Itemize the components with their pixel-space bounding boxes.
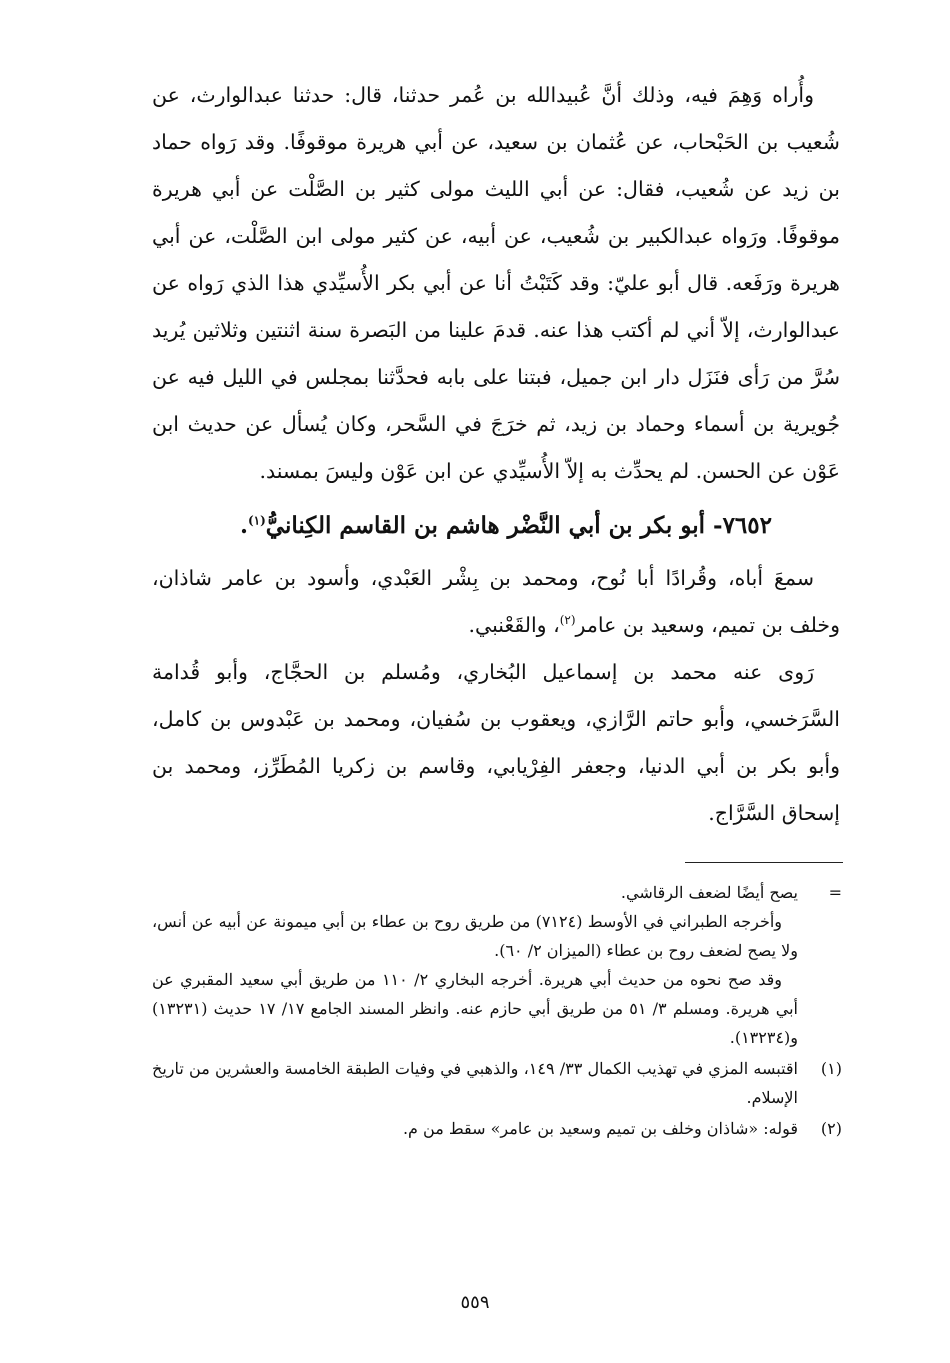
paragraph-3: رَوى عنه محمد بن إسماعيل البُخاري، ومُسلم بن الحجَّاج، وأبو قُدامة السَّرَخسي، وأبو حاتم الرَّازي، ويعقوب بن سُفيان، ومحمد بن عَبْدوس بن كامل، وأبو بكر بن أبي الدنيا، وجعفر الفِرْيابي، وقاسم بن زكريا المُطَرِّز، ومحمد بن إسحاق السَّرَّاج. [152,660,840,825]
footnote-ref-1[interactable]: (١) [247,513,266,528]
footnote-1 [152,1054,842,1112]
paragraph-2-text-b: ، والقَعْنبي. [468,613,560,637]
footnotes [152,878,842,1145]
footnote-2 [152,1114,842,1143]
footnote-2-marker: (٢) [820,1119,842,1138]
footnote-separator [685,862,843,863]
footnote-1-text: اقتبسه المزي في تهذيب الكمال ٣٣/ ١٤٩، والذهبي في وفيات الطبقة الخامسة والعشرين من تاريخ الإسلام. [152,1059,798,1107]
paragraph-2 [152,555,840,649]
footnote-ref-2[interactable]: (٢) [559,613,576,628]
footnote-continued-line-1: يصح أيضًا لضعف الرقاشي. [620,883,798,902]
footnote-continued-line-3: وقد صح نحوه من حديث أبي هريرة. أخرجه البخاري ٢/ ١١٠ من طريق أبي سعيد المقبري عن أبي هريرة. ومسلم ٣/ ٥١ من طريق أبي حازم عنه. وانظر المسند الجامع ١٧/ ١٧ حديث (١٣٢٣١) و(١٣٢٣٤). [152,970,798,1047]
footnote-2-text: قوله: «شاذان وخلف بن تميم وسعيد بن عامر» سقط من م. [402,1119,798,1138]
footnote-continued-marker: = [828,883,842,902]
footnote-continued [152,878,842,1052]
footnote-continued-line-2: وأخرجه الطبراني في الأوسط (٧١٢٤) من طريق روح بن عطاء بن أبي ميمونة عن أبيه عن أنس، ولا يصح لضعف روح بن عطاء (الميزان ٢/ ٦٠). [152,912,798,960]
footnote-1-marker: (١) [820,1059,842,1078]
page-number: ٥٥٩ [460,1292,490,1313]
paragraph-2-text-a: سمعَ أباه، وقُرادًا أبا نُوح، ومحمد بن بِشْر العَبْدي، وأسود بن عامر شاذان، وخلف بن تميم، وسعيد بن عامر [152,566,840,637]
paragraph-1: وأُراه وَهِمَ فيه، وذلك أنَّ عُبيدالله بن عُمر حدثنا، قال: حدثنا عبدالوارث، عن شُعيب بن الحَبْحاب، عن عُثمان بن سعيد، عن أبي هريرة موقوفًا. وقد رَواه حماد بن زيد عن شُعيب، فقال: عن أبي الليث مولى كثير بن الصَّلْت عن أبي هريرة موقوفًا. ورَواه عبدالكبير بن شُعيب، عن أبيه، عن كثير مولى ابن الصَّلْت، عن أبي هريرة ورَفَعه. قال أبو عليّ: وقد كَتَبْتُ أنا عن أبي بكر الأُسيِّدي هذا الذي رَواه عن عبدالوارث، إلاّ أني لم أكتب هذا عنه. قدمَ علينا من البَصرة سنة اثنتين وثلاثين يُريد سُرَّ من رَأى فنَزَل دار ابن جميل، فبتنا على بابه فحدَّثنا بمجلس في الليل فيه عن جُويرية بن أسماء وحماد بن زيد، ثم خرَجَ في السَّحر، وكان يُسأل عن حديث ابن عَوْن عن الحسن. لم يحدِّث به إلاّ الأُسيِّدي عن ابن عَوْن وليسَ بمسند. [152,83,840,483]
main-text [152,72,840,837]
entry-heading: ٧٦٥٢- أبو بكر بن أبي النَّضْر هاشم بن القاسم الكِنانيُّ$^{(١)}$. [239,512,772,539]
footnote-continued-text [152,878,798,1052]
entry-heading-text: ٧٦٥٢- أبو بكر بن أبي النَّضْر هاشم بن القاسم الكِنانيُّ [265,512,772,539]
